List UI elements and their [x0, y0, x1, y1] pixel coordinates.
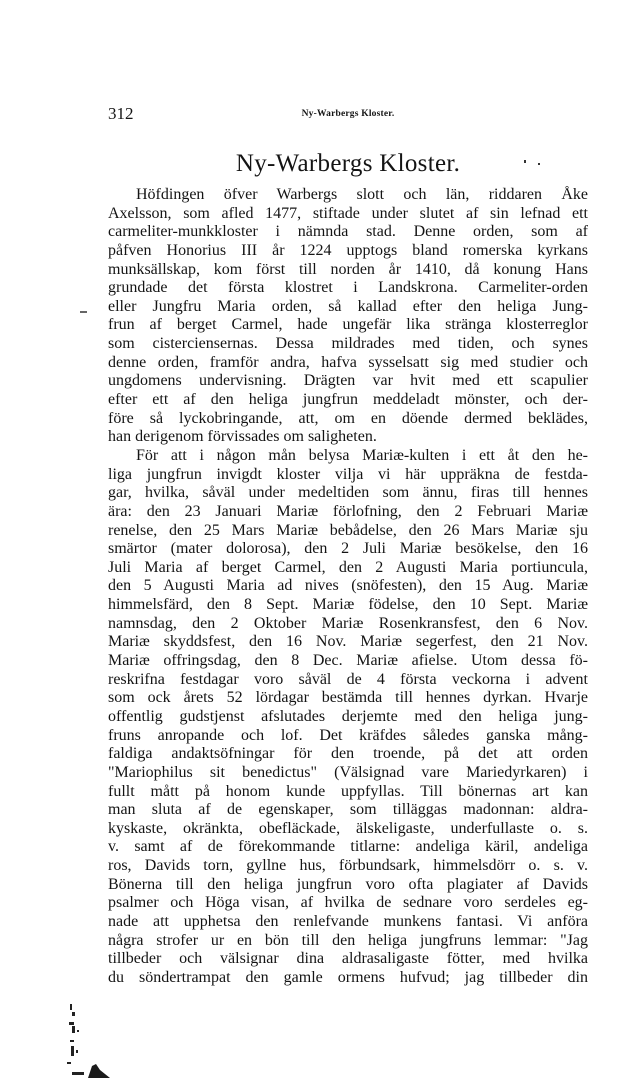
text-line: munksällskap, kom först till norden år 1410, då konung Hans — [108, 260, 588, 278]
text-line: man sluta af de egenskaper, som tilläggas madonnan: aldra- — [108, 801, 588, 819]
text-line: smärtor (mater dolorosa), den 2 Juli Mariæ besökelse, den 16 — [108, 540, 588, 558]
text-line: Mariæ skyddsfest, den 16 Nov. Mariæ segerfest, den 21 Nov. — [108, 633, 588, 651]
text-line: v. samt af de förekommande titlarne: andeliga käril, andeliga — [108, 838, 588, 856]
text-line: offentlig gudstjenst afslutades derjemte med den heliga jung- — [108, 707, 588, 725]
text-line: denne orden, framför andra, hafva sysselsatt sig med studier och — [108, 353, 588, 371]
text-line: efter ett af den heliga jungfrun meddeladt mönster, och der- — [108, 391, 588, 409]
text-line: frun af berget Carmel, hade ungefär lika stränga klosterreglor — [108, 316, 588, 334]
text-line: grundade det första klostret i Landskrona. Carmeliter-orden — [108, 279, 588, 297]
text-line: carmeliter-munkkloster i nämnda stad. Denne orden, som af — [108, 223, 588, 241]
text-line: före så lyckobringande, att, om en döende dermed beklädes, — [108, 409, 588, 427]
text-line: Höfdingen öfver Warbergs slott och län, riddaren Åke — [136, 186, 588, 203]
text-line: gar, hvilka, såväl under medeltiden som ännu, firas till hennes — [108, 484, 588, 502]
text-line: nade att upphetsa den renlefvande munkens fantasi. Vi anföra — [108, 912, 588, 930]
text-line: du söndertrampat den gamle ormens hufvud; jag tillbeder din — [108, 968, 588, 986]
chapter-title: Ny-Warbergs Kloster. — [235, 150, 461, 177]
ink-speck — [524, 160, 526, 163]
text-line: fullt mått på honom kunde uppfyllas. Till bönernas art kan — [108, 782, 588, 800]
ink-speck — [538, 163, 540, 165]
text-line: Bönerna till den heliga jungfrun voro ofta plagiater af Davids — [108, 875, 588, 893]
text-line: Mariæ offringsdag, den 8 Dec. Mariæ afielse. Utom dessa fö- — [108, 652, 588, 670]
body-text — [108, 186, 588, 988]
text-line: några strofer ur en bön till den heliga jungfruns lemmar: "Jag — [108, 931, 588, 949]
margin-mark — [80, 311, 87, 313]
text-line: han derigenom förvissades om saligheten. — [108, 428, 377, 446]
text-line: kyskaste, okränkta, obefläckade, älskeligaste, underfullaste o. s. — [108, 819, 588, 837]
text-line: som ock årets 52 lördagar bestämda till hennes dyrkan. Hvarje — [108, 689, 588, 707]
text-line: Juli Maria af berget Carmel, den 2 Augusti Maria portiuncula, — [108, 558, 588, 576]
running-head — [108, 104, 588, 128]
text-line: namnsdag, den 2 Oktober Mariæ Rosenkransfest, den 6 Nov. — [108, 614, 588, 632]
page-number: 312 — [108, 104, 134, 123]
text-line: som cisterciensernas. Dessa mildrades med tiden, och synes — [108, 335, 588, 353]
text-line: den 5 Augusti Maria ad nives (snöfesten), den 15 Aug. Mariæ — [108, 577, 588, 595]
text-line: himmelsfärd, den 8 Sept. Mariæ födelse, den 10 Sept. Mariæ — [108, 596, 588, 614]
text-line: ungdomens undervisning. Drägten var hvit med ett scapulier — [108, 372, 588, 390]
ink-smudge-marks — [58, 1000, 118, 1078]
text-line: "Mariophilus sit benedictus" (Välsignad vare Mariedyrkaren) i — [108, 763, 588, 781]
text-line: För att i någon mån belysa Mariæ-kulten i ett åt den he- — [136, 446, 588, 464]
text-line: reskrifna festdagar voro såväl de 4 första veckorna i advent — [108, 670, 588, 688]
text-line: eller Jungfru Maria orden, så kallad efter den heliga Jung- — [108, 297, 588, 315]
text-line: ros, Davids torn, gyllne hus, förbundsark, himmelsdörr o. s. v. — [108, 857, 588, 875]
text-line: tillbeder och välsignar dina aldrasaligaste fötter, med hvilka — [108, 950, 588, 968]
running-title: Ny-Warbergs Kloster. — [301, 109, 395, 119]
text-line: Axelsson, som afled 1477, stiftade under slutet af sin lefnad ett — [108, 204, 588, 222]
text-line: faldiga andaktsöfningar för den troende, på det att orden — [108, 745, 588, 763]
text-line: renelse, den 25 Mars Mariæ bebådelse, den 26 Mars Mariæ sju — [108, 521, 588, 539]
text-line: psalmer och Höga visan, af hvilka de sednare voro serdeles eg- — [108, 894, 588, 912]
text-line: liga jungfrun invigdt kloster vilja vi här uppräkna de festda- — [108, 465, 588, 483]
text-line: fruns anropande och lof. Det kräfdes således ganska mång- — [108, 726, 588, 744]
text-line: ära: den 23 Januari Mariæ förlofning, den 2 Februari Mariæ — [108, 502, 588, 520]
text-line: påfven Honorius III år 1224 upptogs bland romerska kyrkans — [108, 241, 588, 259]
